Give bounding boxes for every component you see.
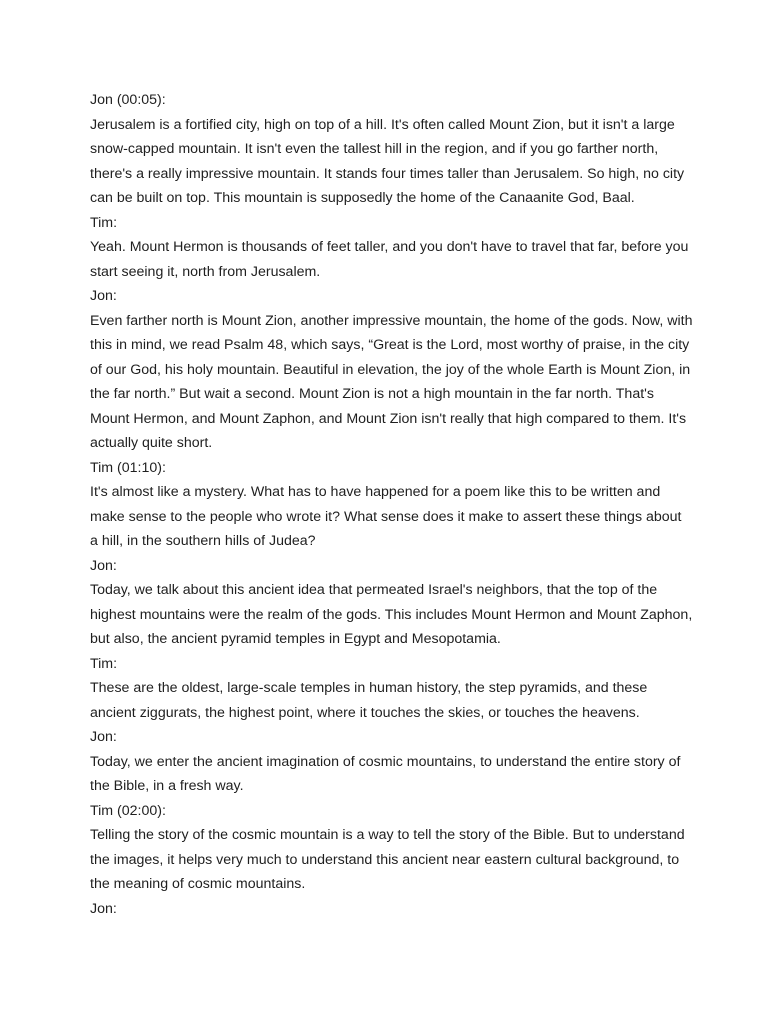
speaker-label: Tim: — [90, 214, 118, 231]
dialogue-line: can be built on top. This mountain is supposedly the home of the Canaanite God, Baal. — [90, 190, 635, 206]
dialogue-line: the far north.” But wait a second. Mount Zion is not a high mountain in the far north. That's — [90, 386, 654, 402]
dialogue-line: start seeing it, north from Jerusalem. — [90, 263, 321, 280]
dialogue-line: Yeah. Mount Hermon is thousands of feet taller, and you don't have to travel that far, before you — [90, 239, 689, 255]
speaker-label: Jon: — [90, 288, 117, 304]
dialogue-line: the meaning of cosmic mountains. — [90, 876, 306, 892]
dialogue-line: of our God, his holy mountain. Beautiful in elevation, the joy of the whole Earth is Mount Zion, in — [90, 361, 691, 378]
speaker-label: Tim (02:00): — [90, 802, 166, 819]
dialogue-line: Today, we talk about this ancient idea that permeated Israel's neighbors, that the top of the — [90, 582, 658, 598]
speaker-label: Jon: — [90, 900, 117, 917]
dialogue-line: this in mind, we read Psalm 48, which says, “Great is the Lord, most worthy of praise, in the city — [90, 337, 690, 353]
dialogue-line: snow-capped mountain. It isn't even the tallest hill in the region, and if you go farther north, — [90, 141, 659, 157]
speaker-label: Tim (01:10): — [90, 459, 166, 476]
dialogue-line: It's almost like a mystery. What has to have happened for a poem like this to be written and — [90, 484, 661, 500]
speaker-label: Jon: — [90, 729, 117, 745]
transcript-page — [90, 88, 693, 921]
dialogue-line: highest mountains were the realm of the gods. This includes Mount Hermon and Mount Zaphon, — [90, 606, 693, 623]
dialogue-line: the images, it helps very much to understand this ancient near eastern cultural background, to — [90, 851, 680, 868]
dialogue-line: the Bible, in a fresh way. — [90, 778, 244, 794]
dialogue-line: actually quite short. — [90, 435, 213, 451]
dialogue-line: make sense to the people who wrote it? What sense does it make to assert these things about — [90, 508, 682, 525]
speaker-label: Tim: — [90, 655, 118, 672]
dialogue-line: Telling the story of the cosmic mountain is a way to tell the story of the Bible. But to understand — [90, 827, 685, 843]
dialogue-line: Today, we enter the ancient imagination of cosmic mountains, to understand the entire story of — [90, 753, 681, 770]
dialogue-line: there's a really impressive mountain. It stands four times taller than Jerusalem. So high, no city — [90, 165, 685, 182]
speaker-label: Jon: — [90, 557, 117, 574]
dialogue-line: Jerusalem is a fortified city, high on top of a hill. It's often called Mount Zion, but it isn't a large — [90, 116, 675, 133]
dialogue-line: Even farther north is Mount Zion, another impressive mountain, the home of the gods. Now, with — [90, 312, 693, 329]
dialogue-line: These are the oldest, large-scale temples in human history, the step pyramids, and these — [90, 680, 648, 696]
speaker-label: Jon (00:05): — [90, 92, 166, 108]
dialogue-line: Mount Hermon, and Mount Zaphon, and Mount Zion isn't really that high compared to them. It's — [90, 410, 687, 427]
dialogue-line: but also, the ancient pyramid temples in Egypt and Mesopotamia. — [90, 631, 501, 647]
dialogue-line: ancient ziggurats, the highest point, where it touches the skies, or touches the heavens. — [90, 704, 640, 721]
dialogue-line: a hill, in the southern hills of Judea? — [90, 533, 316, 549]
